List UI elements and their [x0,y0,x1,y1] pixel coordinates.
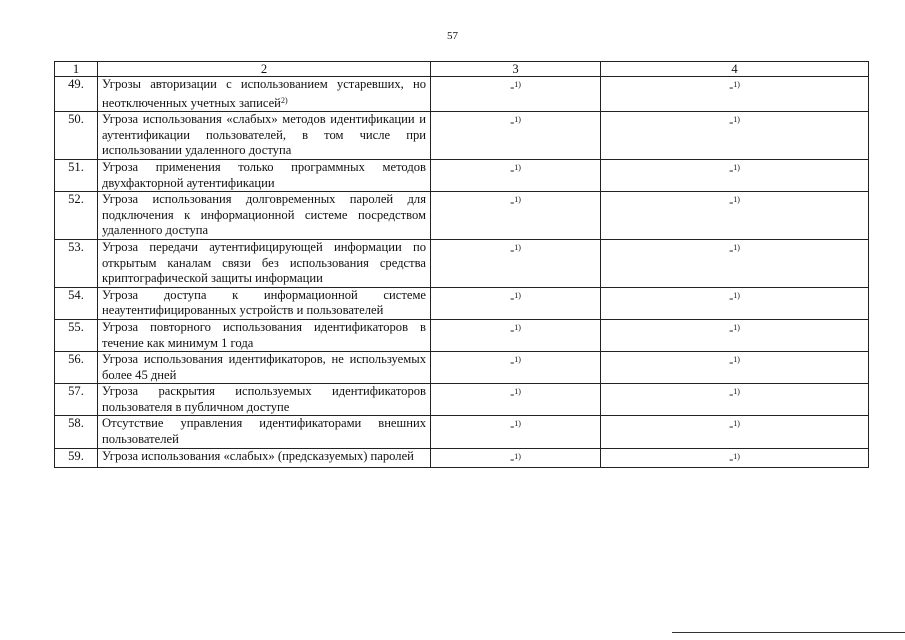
column-4-value [601,77,869,112]
column-3-value [431,239,601,287]
table-row [55,192,869,240]
dash-mark: - [510,387,515,402]
footnote-marker: 1) [514,242,521,252]
dash-mark: - [729,419,734,434]
footnote-marker: 1) [733,80,740,89]
threat-description-text: Угроза передачи аутентифицирующей информации по открытым каналам связи без использования средства криптографической защиты информации [102,239,426,286]
dash-mark: - [510,419,515,434]
column-3-value [431,77,601,112]
column-3-value [431,319,601,351]
dash-mark: - [729,162,734,177]
dash-mark: - [729,242,734,257]
footnote-marker: 1) [514,115,521,125]
row-number: 57. [55,384,98,416]
column-4-value [601,448,869,468]
table-row [55,159,869,191]
dash-mark: - [510,80,515,94]
row-number: 53. [55,239,98,287]
row-number: 58. [55,416,98,448]
threat-description-text: Угроза использования «слабых» (предсказуемых) паролей [102,448,414,463]
column-header-3: 3 [431,62,601,77]
dash-mark: - [510,290,515,305]
dash-mark: - [510,322,515,337]
row-number: 55. [55,319,98,351]
threat-description-text: Угроза доступа к информационной системе неаутентифицированных устройств и пользователей [102,287,426,318]
row-number: 51. [55,159,98,191]
table-row [55,239,869,287]
threat-description-text: Угроза применения только программных методов двухфакторной аутентификации [102,159,426,190]
footnote-marker: 1) [514,80,521,89]
threat-description-text: Угроза использования «слабых» методов идентификации и аутентификации пользователей, в том числе при использовании удаленного доступа [102,112,426,158]
column-3-value [431,448,601,468]
threat-description-text: Угроза повторного использования идентификаторов в течение как минимум 1 года [102,319,426,350]
row-number: 56. [55,352,98,384]
table-body [55,77,869,468]
table-row [55,352,869,384]
column-4-value [601,239,869,287]
threat-description [98,239,431,287]
table-row [55,384,869,416]
dash-mark: - [729,387,734,402]
footnote-marker: 1) [733,387,740,397]
footnote-marker: 1) [514,419,521,429]
footnote-marker: 1) [733,419,740,429]
column-4-value [601,319,869,351]
column-header-2: 2 [98,62,431,77]
table-header [55,62,869,77]
threat-description [98,352,431,384]
column-4-value [601,384,869,416]
threat-description [98,384,431,416]
threat-description-text: Отсутствие управления идентификаторами внешних пользователей [102,416,426,447]
column-header-4: 4 [601,62,869,77]
dash-mark: - [729,195,734,210]
footnote-marker: 1) [514,290,521,300]
threat-description-text: Угроза использования долговременных паролей для подключения к информационной системе посредством удаленного доступа [102,192,426,238]
threats-table [54,61,869,468]
footnote-marker: 1) [514,387,521,397]
footnote-marker: 1) [514,162,521,172]
table-header-row [55,62,869,77]
dash-mark: - [729,355,734,370]
dash-mark: - [510,195,515,210]
dash-mark: - [729,290,734,305]
row-number: 49. [55,77,98,112]
column-header-1: 1 [55,62,98,77]
footnote-marker: 1) [514,451,521,461]
threat-description-text: Угрозы авторизации с использованием устаревших, но неотключенных учетных записей [102,77,426,110]
footnote-marker: 2) [280,95,288,105]
footnote-marker: 1) [733,115,740,125]
column-4-value [601,192,869,240]
threat-description [98,77,431,112]
footnote-marker: 1) [733,355,740,365]
row-number: 50. [55,112,98,160]
column-3-value [431,416,601,448]
footnote-marker: 1) [733,242,740,252]
page-number: 57 [447,30,458,42]
column-3-value [431,352,601,384]
column-3-value [431,287,601,319]
footnote-marker: 1) [733,451,740,461]
footnote-marker: 1) [514,355,521,365]
column-4-value [601,287,869,319]
table-row [55,319,869,351]
dash-mark: - [510,355,515,370]
threat-description [98,192,431,240]
footnote-marker: 1) [733,195,740,205]
column-4-value [601,112,869,160]
row-number: 52. [55,192,98,240]
row-number: 54. [55,287,98,319]
threat-description [98,112,431,160]
table-row [55,77,869,112]
threat-description-text: Угроза раскрытия используемых идентификаторов пользователя в публичном доступе [102,384,426,414]
table-row [55,287,869,319]
footnote-marker: 1) [733,290,740,300]
table-row [55,416,869,448]
footnote-marker: 1) [733,322,740,332]
dash-mark: - [510,451,515,466]
column-4-value [601,159,869,191]
bottom-rule [672,632,905,633]
column-3-value [431,384,601,416]
threat-description [98,159,431,191]
threat-description [98,448,431,468]
column-3-value [431,112,601,160]
threat-description [98,416,431,448]
table-row [55,112,869,160]
column-3-value [431,159,601,191]
table-row [55,448,869,468]
column-4-value [601,352,869,384]
dash-mark: - [510,162,515,177]
threat-description-text: Угроза использования идентификаторов, не используемых более 45 дней [102,352,426,382]
column-4-value [601,416,869,448]
dash-mark: - [729,451,734,466]
dash-mark: - [510,115,515,130]
dash-mark: - [729,322,734,337]
dash-mark: - [510,242,515,257]
threat-description [98,319,431,351]
dash-mark: - [729,80,734,94]
row-number: 59. [55,448,98,468]
threat-description [98,287,431,319]
dash-mark: - [729,115,734,130]
column-3-value [431,192,601,240]
footnote-marker: 1) [514,322,521,332]
footnote-marker: 1) [514,195,521,205]
footnote-marker: 1) [733,162,740,172]
